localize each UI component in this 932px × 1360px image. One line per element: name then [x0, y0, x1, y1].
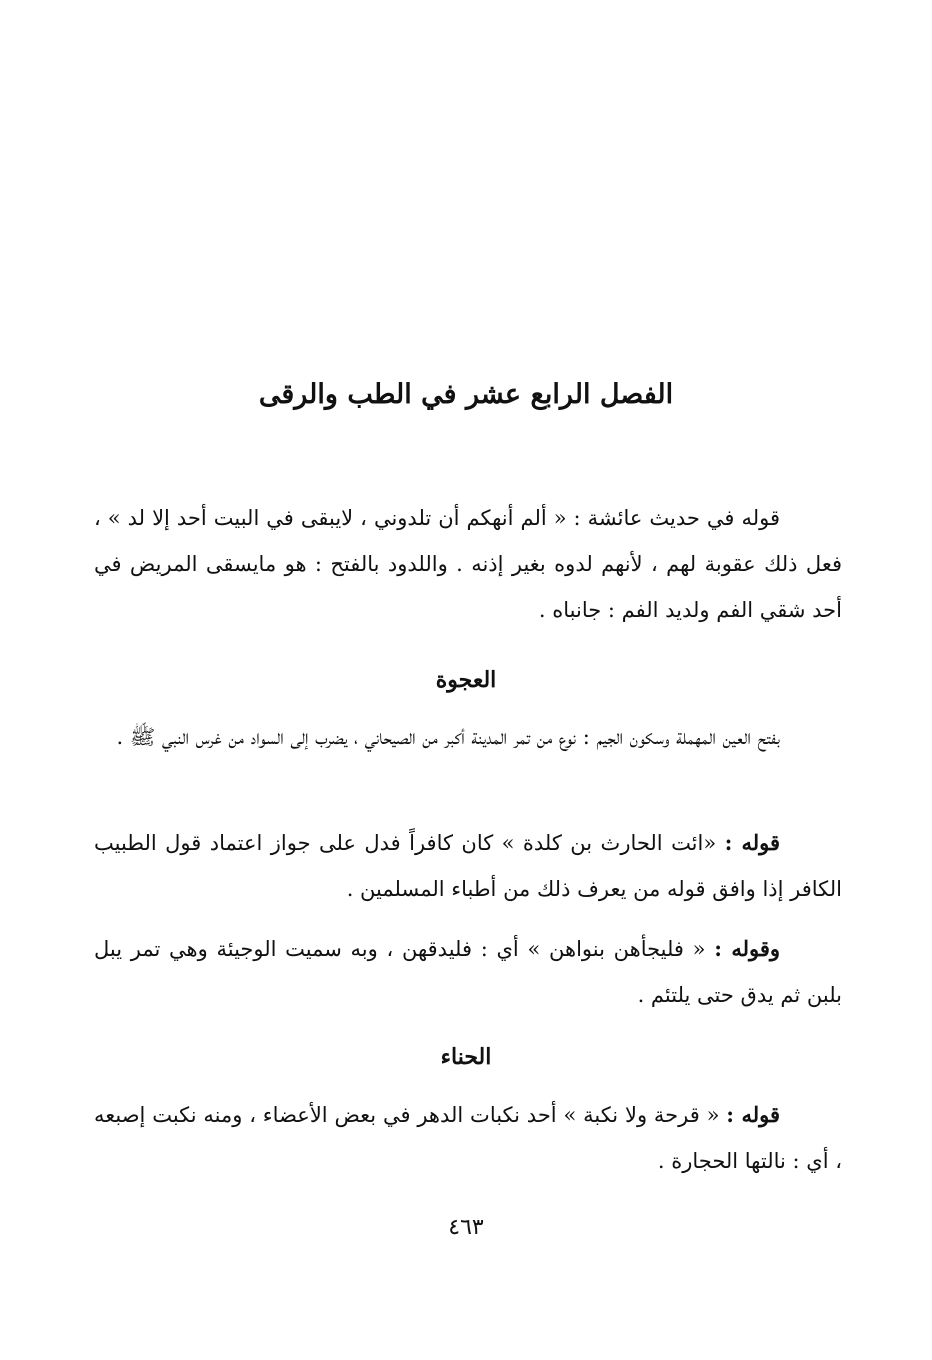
paragraph-lead: وقوله :: [714, 936, 781, 961]
chapter-title: الفصل الرابع عشر في الطب والرقى: [258, 379, 674, 410]
paragraph-body: « قرحة ولا نكبة » أحد نكبات الدهر في بعض الأعضاء ، ومنه نكبت إصبعه ، أي : نالتها الحجارة .: [94, 1103, 842, 1173]
paragraph-body: « فليجأهن بنواهن » أي : فليدقهن ، وبه سميت الوجيئة وهي تمر يبل بلبن ثم يدق حتى يلتئم .: [94, 937, 842, 1007]
paragraph-ajwa: بفتح العين المهملة وسكون الجيم : نوع من تمر المدينة أكبر من الصيحاني ، يضرب إلى السواد من غرس النبي ﷺ .: [116, 725, 780, 749]
paragraph-lead: قوله :: [726, 1102, 781, 1127]
page-number: ٤٦٣: [448, 1215, 484, 1240]
paragraph-wajia: [94, 926, 842, 1018]
paragraph-henna: [94, 1092, 842, 1184]
section-heading-ajwa: العجوة: [435, 667, 497, 693]
section-heading-henna: الحناء: [440, 1044, 492, 1070]
paragraph-lead: قوله :: [724, 830, 780, 855]
paragraph-harith: [94, 820, 842, 912]
paragraph-body: «ائت الحارث بن كلدة » كان كافراً فدل على جواز اعتماد قول الطبيب الكافر إذا وافق قوله من يعرف ذلك من أطباء المسلمين .: [94, 831, 842, 901]
paragraph-ladud: قوله في حديث عائشة : « ألم أنهكم أن تلدوني ، لايبقى في البيت أحد إلا لد » ، فعل ذلك عقوبة لهم ، لأنهم لدوه بغير إذنه . واللدود بالفتح : هو مايسقى المريض في أحد شقي الفم ولديد الفم : جانباه .: [94, 506, 842, 622]
